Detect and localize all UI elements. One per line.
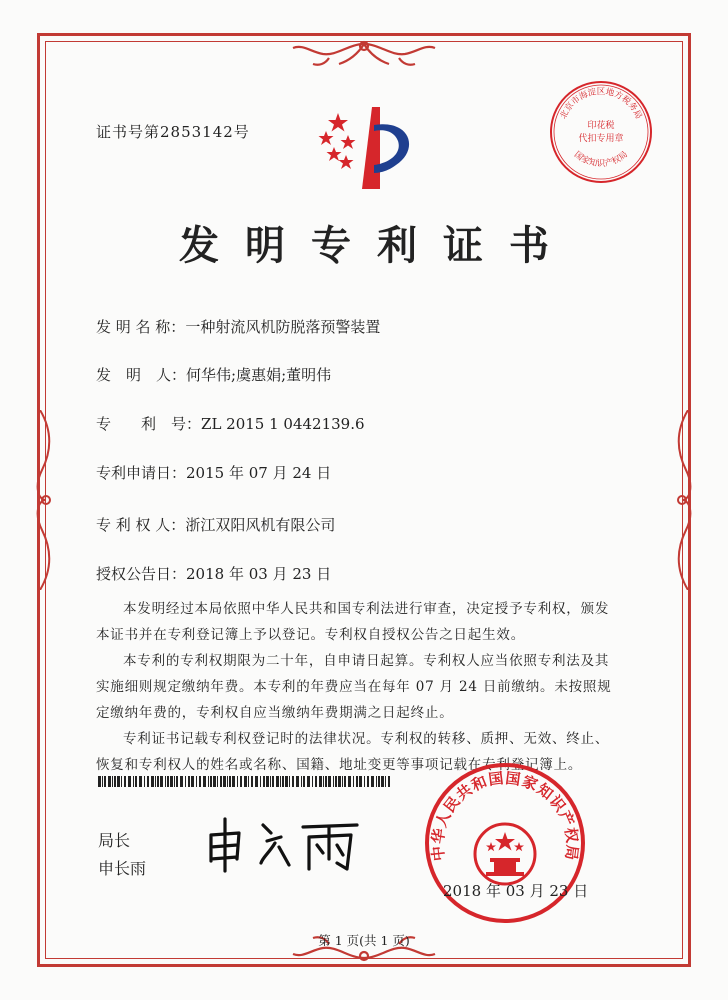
body-paragraph: 专利证书记载专利权登记时的法律状况。专利权的转移、质押、无效、终止、恢复和专利权人的姓名或名称、国籍、地址变更等事项记载在专利登记簿上。 (96, 731, 610, 773)
barcode-bar (248, 776, 249, 787)
certificate-body (96, 596, 616, 778)
barcode-bar (174, 776, 175, 787)
barcode-bar (353, 776, 354, 787)
barcode-bar (114, 776, 116, 787)
barcode-bar (180, 776, 183, 787)
page-number: 第 1 页(共 1 页) (318, 933, 410, 948)
field-label: 发 明 名 称： (96, 318, 186, 336)
barcode-bar (185, 776, 186, 787)
cnipa-logo-icon (310, 103, 422, 195)
top-ornament (289, 38, 439, 74)
left-ornament (34, 410, 56, 590)
field-value: 2015 年 07 月 24 日 (186, 464, 332, 482)
barcode-bar (191, 776, 194, 787)
barcode-bar (344, 776, 346, 787)
barcode-bar (388, 776, 390, 787)
right-ornament (672, 410, 694, 590)
barcode-bar (376, 776, 377, 787)
barcode-bar (312, 776, 313, 787)
barcode-bar (117, 776, 120, 787)
barcode-bar (227, 776, 228, 787)
barcode-bar (170, 776, 173, 787)
body-paragraph: 本专利的专利权期限为二十年，自申请日起算。专利权人应当依照专利法及其实施细则规定缴纳年费。本专利的年费应当在每年 07 月 24 日前缴纳。未按照规定缴纳年费的，专利权自应当缴纳年费期满之日起终止。 (96, 653, 612, 721)
field-label: 专 利 权 人： (96, 516, 186, 534)
stamp-center-text-2: 代扣专用章 (578, 134, 624, 144)
barcode-bar (292, 776, 294, 787)
seal-date: 2018 年 03 月 23 日 (443, 882, 589, 900)
seal-arc-text: 中华人民共和国国家知识产权局 (428, 768, 582, 862)
barcode-bar (338, 776, 341, 787)
barcode-bar (199, 776, 201, 787)
barcode-bar (282, 776, 284, 787)
barcode-bar (203, 776, 206, 787)
barcode-bar (167, 776, 169, 787)
barcode-bar (359, 776, 362, 787)
barcode (98, 776, 394, 787)
national-emblem-icon (475, 824, 535, 884)
barcode-bar (303, 776, 305, 787)
field-value: 2018 年 03 月 23 日 (186, 565, 332, 583)
stamp-outer-text: 北京市海淀区地方税务局 (558, 86, 644, 121)
barcode-bar (139, 776, 142, 787)
official-role: 局长 (98, 831, 131, 850)
barcode-bar (315, 776, 317, 787)
certificate-title: 发明专利证书 (179, 222, 575, 269)
field-patent-number (96, 413, 365, 434)
barcode-bar (280, 776, 281, 787)
barcode-bar (364, 776, 365, 787)
barcode-bar (319, 776, 322, 787)
barcode-bar (208, 776, 209, 787)
barcode-bar (371, 776, 374, 787)
barcode-bar (188, 776, 190, 787)
barcode-bar (335, 776, 337, 787)
barcode-bar (378, 776, 380, 787)
barcode-bar (229, 776, 231, 787)
field-value: ZL 2015 1 0442139.6 (201, 415, 365, 433)
barcode-bar (112, 776, 113, 787)
barcode-bar (102, 776, 103, 787)
barcode-bar (301, 776, 302, 787)
barcode-bar (232, 776, 235, 787)
barcode-bar (240, 776, 242, 787)
field-value: 一种射流风机防脱落预警装置 (185, 318, 381, 336)
svg-text:国家知识产权局 (572, 150, 630, 169)
barcode-bar (385, 776, 386, 787)
barcode-bar (328, 776, 331, 787)
barcode-bar (325, 776, 327, 787)
barcode-bar (160, 776, 163, 787)
barcode-bar (270, 776, 271, 787)
barcode-bar (210, 776, 212, 787)
barcode-bar (108, 776, 111, 787)
svg-text:中华人民共和国国家知识产权局 (429, 769, 582, 862)
field-label: 授权公告日： (96, 565, 187, 583)
field-value: 何华伟;虞惠娟;董明伟 (186, 366, 332, 384)
barcode-bar (220, 776, 222, 787)
barcode-bar (296, 776, 299, 787)
barcode-bar (285, 776, 288, 787)
barcode-bar (176, 776, 178, 787)
barcode-bar (381, 776, 384, 787)
field-label: 专 利 号： (96, 415, 202, 433)
barcode-bar (155, 776, 156, 787)
field-application-date (96, 462, 331, 483)
barcode-bar (133, 776, 134, 787)
field-value: 浙江双阳风机有限公司 (185, 516, 336, 534)
official-name: 申长雨 (98, 859, 147, 878)
field-invention-name (96, 316, 380, 337)
barcode-bar (135, 776, 137, 787)
field-patentee (96, 514, 335, 535)
barcode-bar (348, 776, 351, 787)
signature (205, 813, 365, 875)
barcode-bar (151, 776, 154, 787)
barcode-bar (98, 776, 101, 787)
barcode-bar (255, 776, 258, 787)
certificate-number: 证书号第2853142号 (96, 123, 250, 141)
field-label: 专利申请日： (96, 464, 187, 482)
field-inventors (96, 364, 331, 385)
barcode-bar (244, 776, 247, 787)
barcode-bar (237, 776, 238, 787)
barcode-bar (124, 776, 126, 787)
barcode-bar (223, 776, 226, 787)
barcode-bar (196, 776, 197, 787)
body-paragraph: 本发明经过本局依照中华人民共和国专利法进行审查，决定授予专利权，颁发本证书并在专利登记簿上予以登记。专利权自授权公告之日起生效。 (96, 601, 610, 643)
barcode-bar (165, 776, 166, 787)
barcode-bar (213, 776, 216, 787)
barcode-bar (128, 776, 131, 787)
barcode-bar (342, 776, 343, 787)
barcode-bar (104, 776, 106, 787)
field-label: 发 明 人： (96, 366, 187, 384)
barcode-bar (367, 776, 369, 787)
barcode-bar (144, 776, 145, 787)
barcode-bar (217, 776, 218, 787)
barcode-bar (323, 776, 324, 787)
barcode-bar (272, 776, 274, 787)
barcode-bar (121, 776, 122, 787)
stamp-center-text-1: 印花税 (587, 121, 615, 131)
tax-stamp (548, 79, 654, 185)
barcode-bar (333, 776, 334, 787)
barcode-bar (276, 776, 279, 787)
barcode-bar (289, 776, 290, 787)
barcode-bar (307, 776, 310, 787)
barcode-bar (157, 776, 159, 787)
barcode-bar (251, 776, 253, 787)
barcode-bar (263, 776, 265, 787)
barcode-bar (260, 776, 261, 787)
barcode-bar (147, 776, 149, 787)
stamp-bottom-text: 国家知识产权局 (572, 149, 630, 170)
field-grant-date (96, 563, 331, 584)
barcode-bar (266, 776, 269, 787)
barcode-bar (356, 776, 358, 787)
